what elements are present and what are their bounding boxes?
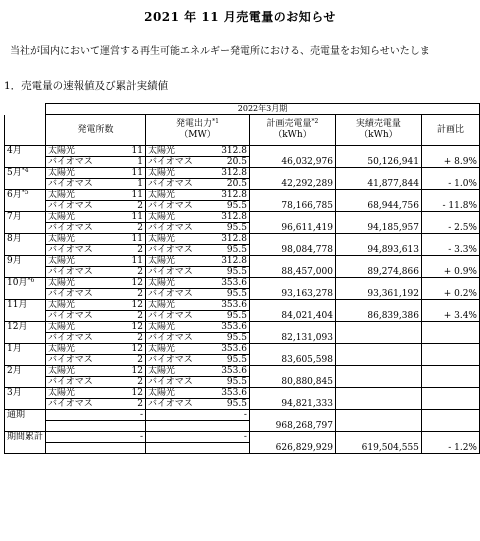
- month-label: 11月: [7, 300, 28, 310]
- solar-type: 太陽光: [46, 234, 110, 245]
- solar-count: 11: [110, 190, 146, 201]
- solar-output-type: 太陽光: [145, 212, 215, 223]
- cumulative-actual: 619,504,555: [335, 432, 421, 454]
- month-cell: [5, 190, 46, 212]
- output-header: 発電出力$^{*1}$ （MW）: [145, 115, 249, 146]
- cumulative-output-blank: [145, 443, 249, 454]
- solar-count: 12: [110, 344, 146, 355]
- actual-value: [335, 322, 421, 344]
- biomass-output-type: バイオマス: [145, 311, 215, 322]
- cumulative-plan: 626,829,929: [249, 432, 335, 454]
- solar-count: 11: [110, 256, 146, 267]
- table-row: [5, 168, 480, 179]
- plan-value: 80,880,845: [249, 366, 335, 388]
- biomass-count: 2: [110, 399, 146, 410]
- solar-output-type: 太陽光: [145, 190, 215, 201]
- month-label: 4月: [7, 146, 22, 156]
- month-cell: [5, 146, 46, 168]
- solar-output: 353.6: [215, 388, 249, 399]
- ratio-value: + 0.2%: [421, 278, 479, 300]
- solar-output-type: 太陽光: [145, 388, 215, 399]
- annual-ratio: [421, 410, 479, 432]
- period-header: 2022年3月期: [46, 104, 480, 115]
- actual-value: [335, 366, 421, 388]
- annual-output: -: [145, 410, 249, 421]
- solar-type: 太陽光: [46, 322, 110, 333]
- plan-value: 42,292,289: [249, 168, 335, 190]
- biomass-output: 95.5: [215, 377, 249, 388]
- plan-value: 98,084,778: [249, 234, 335, 256]
- biomass-output-type: バイオマス: [145, 399, 215, 410]
- month-label: 2月: [7, 366, 22, 376]
- biomass-count: 2: [110, 245, 146, 256]
- table-row: [5, 300, 480, 311]
- table-row: [5, 234, 480, 245]
- annual-plan: 968,268,797: [249, 410, 335, 432]
- biomass-count: 2: [110, 267, 146, 278]
- table-row: [5, 322, 480, 333]
- actual-value: 94,185,957: [335, 212, 421, 234]
- count-header: 発電所数: [46, 115, 146, 146]
- sales-table: [4, 103, 480, 454]
- biomass-output: 95.5: [215, 223, 249, 234]
- biomass-output: 95.5: [215, 399, 249, 410]
- solar-output: 353.6: [215, 300, 249, 311]
- biomass-type: バイオマス: [46, 399, 110, 410]
- biomass-type: バイオマス: [46, 201, 110, 212]
- biomass-type: バイオマス: [46, 223, 110, 234]
- cumulative-count: -: [46, 432, 146, 443]
- month-label: 10月: [7, 278, 28, 288]
- ratio-value: [421, 366, 479, 388]
- solar-count: 11: [110, 212, 146, 223]
- table-body: [5, 146, 480, 454]
- solar-output-type: 太陽光: [145, 344, 215, 355]
- section-heading: 1．売電量の速報値及び累計実績値: [4, 80, 169, 92]
- solar-output-type: 太陽光: [145, 146, 215, 157]
- biomass-output-type: バイオマス: [145, 157, 215, 168]
- annual-count: -: [46, 410, 146, 421]
- plan-value: 94,821,333: [249, 388, 335, 410]
- solar-output: 353.6: [215, 322, 249, 333]
- biomass-output-type: バイオマス: [145, 223, 215, 234]
- biomass-type: バイオマス: [46, 377, 110, 388]
- table-row: [5, 146, 480, 157]
- biomass-count: 2: [110, 289, 146, 300]
- solar-type: 太陽光: [46, 300, 110, 311]
- annual-actual: [335, 410, 421, 432]
- annual-count-blank: [46, 421, 146, 432]
- solar-type: 太陽光: [46, 366, 110, 377]
- biomass-count: 2: [110, 377, 146, 388]
- biomass-type: バイオマス: [46, 267, 110, 278]
- month-label: 12月: [7, 322, 28, 332]
- biomass-count: 2: [110, 333, 146, 344]
- biomass-output-type: バイオマス: [145, 179, 215, 190]
- plan-value: 46,032,976: [249, 146, 335, 168]
- biomass-count: 2: [110, 201, 146, 212]
- actual-value: 94,893,613: [335, 234, 421, 256]
- table-row: [5, 388, 480, 399]
- table-row: [5, 190, 480, 201]
- month-cell: [5, 234, 46, 256]
- biomass-count: 2: [110, 223, 146, 234]
- ratio-value: + 8.9%: [421, 146, 479, 168]
- biomass-type: バイオマス: [46, 333, 110, 344]
- plan-value: 84,021,404: [249, 300, 335, 322]
- biomass-output-type: バイオマス: [145, 267, 215, 278]
- actual-value: 86,839,386: [335, 300, 421, 322]
- plan-value: 96,611,419: [249, 212, 335, 234]
- biomass-output: 95.5: [215, 245, 249, 256]
- solar-type: 太陽光: [46, 256, 110, 267]
- cumulative-row: [5, 432, 480, 443]
- solar-count: 11: [110, 168, 146, 179]
- solar-output: 353.6: [215, 278, 249, 289]
- cumulative-output: -: [145, 432, 249, 443]
- solar-count: 11: [110, 234, 146, 245]
- solar-type: 太陽光: [46, 278, 110, 289]
- ratio-value: + 3.4%: [421, 300, 479, 322]
- cumulative-ratio: - 1.2%: [421, 432, 479, 454]
- solar-output: 312.8: [215, 212, 249, 223]
- plan-value: 82,131,093: [249, 322, 335, 344]
- solar-count: 12: [110, 278, 146, 289]
- footnote-mark: *5: [21, 189, 29, 196]
- biomass-count: 2: [110, 355, 146, 366]
- plan-value: 93,163,278: [249, 278, 335, 300]
- month-label: 1月: [7, 344, 22, 354]
- ratio-value: [421, 344, 479, 366]
- month-label: 8月: [7, 234, 22, 244]
- solar-type: 太陽光: [46, 146, 110, 157]
- ratio-value: + 0.9%: [421, 256, 479, 278]
- solar-output: 353.6: [215, 344, 249, 355]
- biomass-type: バイオマス: [46, 245, 110, 256]
- biomass-count: 1: [110, 179, 146, 190]
- footnote-mark: *6: [27, 277, 35, 284]
- solar-output: 312.8: [215, 190, 249, 201]
- annual-label: 通期: [5, 410, 46, 432]
- month-header: [5, 115, 46, 146]
- solar-output-type: 太陽光: [145, 300, 215, 311]
- actual-value: [335, 388, 421, 410]
- biomass-output-type: バイオマス: [145, 245, 215, 256]
- solar-type: 太陽光: [46, 212, 110, 223]
- biomass-count: 1: [110, 157, 146, 168]
- plan-value: 78,166,785: [249, 190, 335, 212]
- month-cell: [5, 300, 46, 322]
- solar-output-type: 太陽光: [145, 234, 215, 245]
- solar-count: 11: [110, 146, 146, 157]
- solar-output-type: 太陽光: [145, 168, 215, 179]
- plan-header: 計画売電量$^{*2}$ （kWh）: [249, 115, 335, 146]
- solar-output: 312.8: [215, 234, 249, 245]
- actual-header: 実績売電量 （kWh）: [335, 115, 421, 146]
- biomass-type: バイオマス: [46, 157, 110, 168]
- biomass-output: 95.5: [215, 289, 249, 300]
- actual-value: 93,361,192: [335, 278, 421, 300]
- month-cell: [5, 212, 46, 234]
- table-row: [5, 278, 480, 289]
- biomass-output-type: バイオマス: [145, 355, 215, 366]
- biomass-output-type: バイオマス: [145, 289, 215, 300]
- solar-count: 12: [110, 388, 146, 399]
- solar-output: 312.8: [215, 168, 249, 179]
- biomass-type: バイオマス: [46, 289, 110, 300]
- biomass-output-type: バイオマス: [145, 201, 215, 212]
- month-cell: [5, 344, 46, 366]
- blank-header: [5, 104, 46, 115]
- actual-value: 50,126,941: [335, 146, 421, 168]
- cumulative-label: 期間累計: [5, 432, 46, 454]
- biomass-count: 2: [110, 311, 146, 322]
- solar-type: 太陽光: [46, 344, 110, 355]
- annual-row: [5, 410, 480, 421]
- ratio-value: [421, 322, 479, 344]
- solar-output: 312.8: [215, 146, 249, 157]
- month-cell: [5, 168, 46, 190]
- ratio-header: 計画比: [421, 115, 479, 146]
- month-label: 6月: [7, 190, 22, 200]
- actual-value: [335, 344, 421, 366]
- month-cell: [5, 388, 46, 410]
- table-row: [5, 366, 480, 377]
- table-row: [5, 256, 480, 267]
- biomass-output: 95.5: [215, 267, 249, 278]
- biomass-type: バイオマス: [46, 311, 110, 322]
- plan-value: 88,457,000: [249, 256, 335, 278]
- solar-type: 太陽光: [46, 190, 110, 201]
- month-label: 7月: [7, 212, 22, 222]
- solar-output-type: 太陽光: [145, 256, 215, 267]
- month-label: 3月: [7, 388, 22, 398]
- ratio-value: - 1.0%: [421, 168, 479, 190]
- page-title: 2021 年 11 月売電量のお知らせ: [144, 10, 336, 24]
- biomass-output-type: バイオマス: [145, 333, 215, 344]
- solar-output-type: 太陽光: [145, 278, 215, 289]
- ratio-value: - 2.5%: [421, 212, 479, 234]
- biomass-output: 95.5: [215, 355, 249, 366]
- biomass-output: 20.5: [215, 179, 249, 190]
- solar-type: 太陽光: [46, 168, 110, 179]
- biomass-output-type: バイオマス: [145, 377, 215, 388]
- solar-output-type: 太陽光: [145, 322, 215, 333]
- month-cell: [5, 322, 46, 344]
- plan-value: 83,605,598: [249, 344, 335, 366]
- annual-output-blank: [145, 421, 249, 432]
- solar-output: 312.8: [215, 256, 249, 267]
- biomass-output: 95.5: [215, 333, 249, 344]
- solar-output-type: 太陽光: [145, 366, 215, 377]
- biomass-output: 95.5: [215, 311, 249, 322]
- ratio-value: [421, 388, 479, 410]
- biomass-type: バイオマス: [46, 355, 110, 366]
- month-cell: [5, 366, 46, 388]
- month-label: 5月: [7, 168, 22, 178]
- solar-count: 12: [110, 300, 146, 311]
- month-cell: [5, 278, 46, 300]
- month-cell: [5, 256, 46, 278]
- actual-value: 68,944,756: [335, 190, 421, 212]
- solar-count: 12: [110, 322, 146, 333]
- ratio-value: - 11.8%: [421, 190, 479, 212]
- intro-text: 当社が国内において運営する再生可能エネルギー発電所における、売電量をお知らせいたしま: [10, 46, 430, 57]
- biomass-output: 20.5: [215, 157, 249, 168]
- actual-value: 41,877,844: [335, 168, 421, 190]
- solar-output: 353.6: [215, 366, 249, 377]
- actual-value: 89,274,866: [335, 256, 421, 278]
- cumulative-count-blank: [46, 443, 146, 454]
- table-row: [5, 344, 480, 355]
- solar-type: 太陽光: [46, 388, 110, 399]
- footnote-mark: *4: [21, 167, 29, 174]
- biomass-output: 95.5: [215, 201, 249, 212]
- ratio-value: - 3.3%: [421, 234, 479, 256]
- month-label: 9月: [7, 256, 22, 266]
- solar-count: 12: [110, 366, 146, 377]
- table-row: [5, 212, 480, 223]
- biomass-type: バイオマス: [46, 179, 110, 190]
